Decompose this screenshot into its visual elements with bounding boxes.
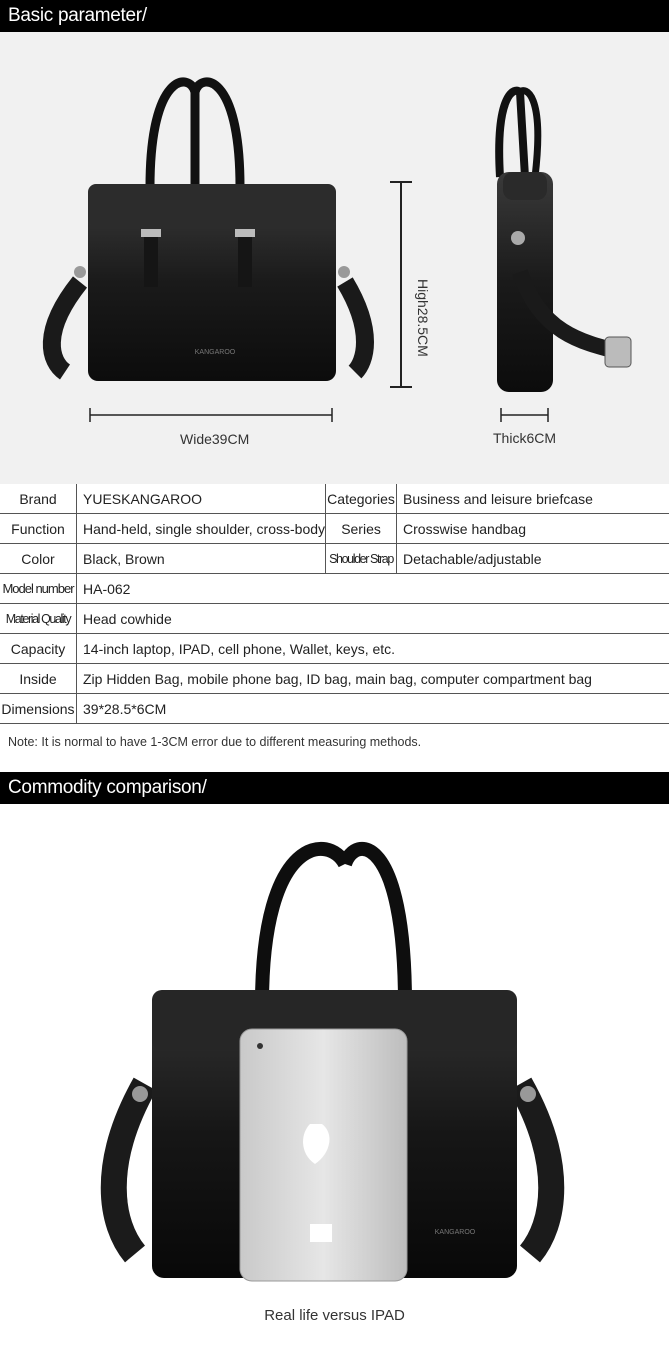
row-label: Capacity	[0, 634, 77, 664]
bag-logo: KANGAROO	[435, 1229, 476, 1236]
measurement-note: Note: It is normal to have 1-3CM error due to different measuring methods.	[8, 735, 421, 749]
table-row	[0, 634, 669, 664]
comparison-photo	[0, 804, 669, 1345]
row-label: Inside	[0, 664, 77, 694]
row-label2: Shoulder Strap	[326, 544, 397, 574]
row-value2: Detachable/adjustable	[397, 544, 669, 574]
row-value: 14-inch laptop, IPAD, cell phone, Wallet, keys, etc.	[77, 634, 669, 664]
bag-side-view	[497, 91, 631, 392]
product-dimension-photo	[0, 32, 669, 484]
section-header-basic-parameter: Basic parameter/	[0, 0, 669, 32]
width-marker	[90, 408, 332, 422]
table-row	[0, 484, 669, 514]
row-label: Model number	[0, 574, 77, 604]
thickness-marker	[501, 408, 548, 422]
row-value: HA-062	[77, 574, 669, 604]
table-row	[0, 574, 669, 604]
row-label: Brand	[0, 484, 77, 514]
bag-front-view	[52, 82, 365, 381]
row-value: Head cowhide	[77, 604, 669, 634]
row-label2: Series	[326, 514, 397, 544]
table-row	[0, 694, 669, 724]
table-row	[0, 604, 669, 634]
bag-logo: KANGAROO	[195, 349, 236, 356]
table-row	[0, 544, 669, 574]
row-label: Dimensions	[0, 694, 77, 724]
width-label: Wide39CM	[180, 431, 249, 447]
row-value2: Business and leisure briefcase	[397, 484, 669, 514]
row-value: Zip Hidden Bag, mobile phone bag, ID bag, main bag, computer compartment bag	[77, 664, 669, 694]
section-header-commodity-comparison: Commodity comparison/	[0, 772, 669, 804]
height-marker	[390, 182, 412, 387]
table-row	[0, 664, 669, 694]
bag-ipad-illustration	[0, 804, 669, 1345]
bag-illustrations	[0, 32, 669, 484]
row-label2: Categories	[326, 484, 397, 514]
row-label: Color	[0, 544, 77, 574]
row-value: Black, Brown	[77, 544, 326, 574]
row-value2: Crosswise handbag	[397, 514, 669, 544]
row-label: Material Quality	[0, 604, 77, 634]
thickness-label: Thick6CM	[493, 430, 556, 446]
table-row	[0, 514, 669, 544]
row-value: 39*28.5*6CM	[77, 694, 669, 724]
row-value: YUESKANGAROO	[77, 484, 326, 514]
height-label: High28.5CM	[362, 279, 378, 357]
comparison-caption: Real life versus IPAD	[0, 1307, 669, 1324]
row-label: Function	[0, 514, 77, 544]
row-value: Hand-held, single shoulder, cross-body	[77, 514, 326, 544]
spec-table	[0, 484, 669, 724]
